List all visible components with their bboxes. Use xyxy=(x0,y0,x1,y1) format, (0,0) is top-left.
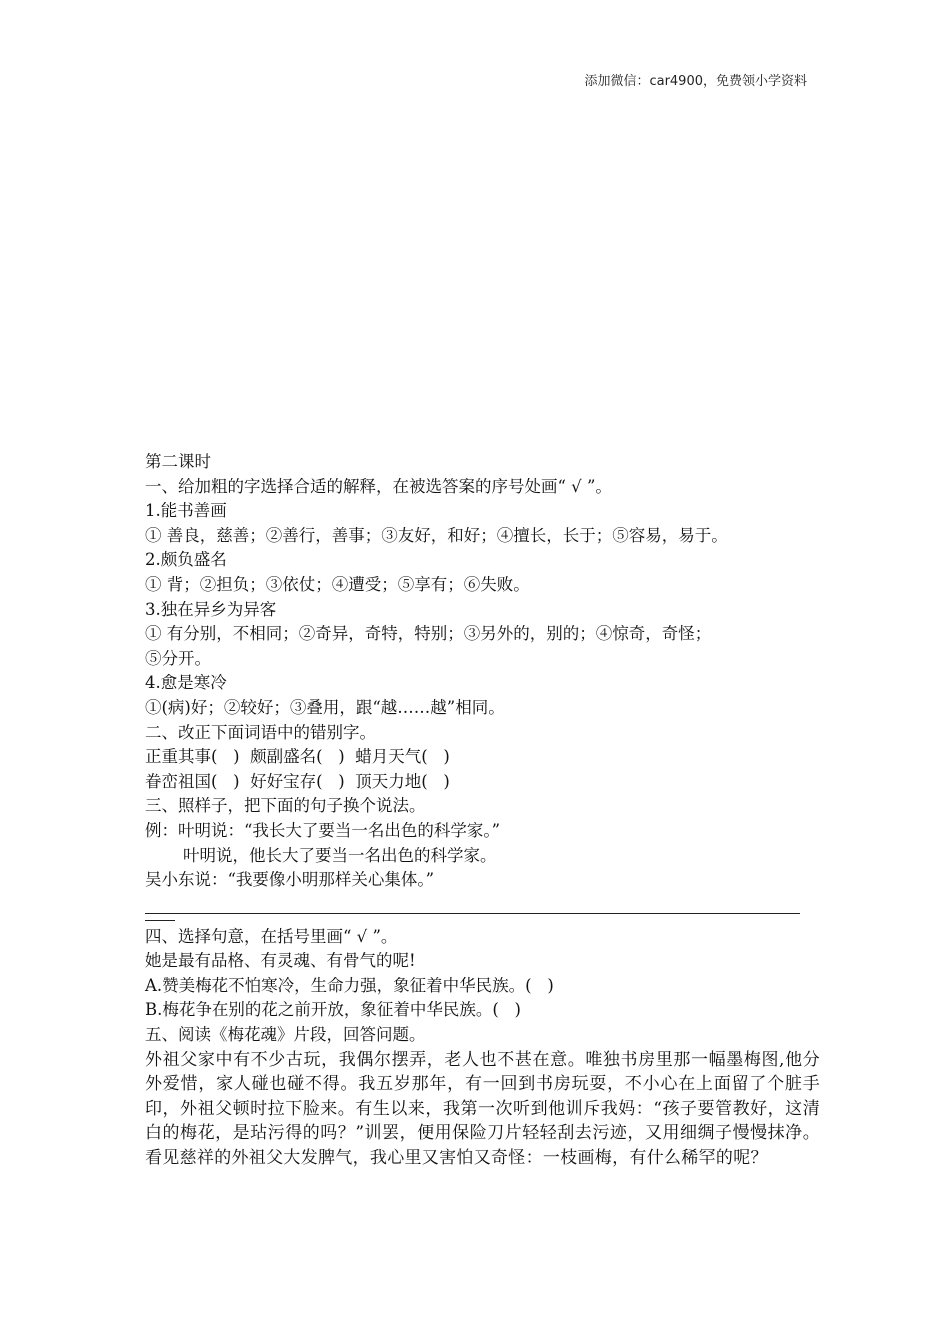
section2-title: 二、改正下面词语中的错别字。 xyxy=(145,722,376,742)
section4-option-a: A.赞美梅花不怕寒冷，生命力强，象征着中华民族。( ) xyxy=(145,975,554,995)
section1-term-3: 3.独在异乡为异客 xyxy=(145,599,277,619)
section1-options-3: ① 有分别，不相同；②奇异，奇特，特别；③另外的，别的；④惊奇，奇怪； xyxy=(145,624,712,644)
lesson-title: 第二课时 xyxy=(145,452,211,471)
worksheet-body xyxy=(145,450,820,1171)
section1-options-2: ① 背；②担负；③依仗；④遭受；⑤享有；⑥失败。 xyxy=(145,574,530,594)
section1-options-3-cont: ⑤分开。 xyxy=(145,648,211,668)
section3-example-answer: 叶明说，他长大了要当一名出色的科学家。 xyxy=(183,845,497,865)
page-header-note: 添加微信：car4900，免费领小学资料 xyxy=(584,74,807,89)
section4-title: 四、选择句意，在括号里画“ √ ”。 xyxy=(145,926,398,946)
section1-options-1: ① 善良，慈善；②善行，善事；③友好，和好；④擅长，长于；⑤容易，易于。 xyxy=(145,525,728,545)
section1-title: 一、给加粗的字选择合适的解释，在被选答案的序号处画“ √ ”。 xyxy=(145,476,612,496)
section1-term-4: 4.愈是寒冷 xyxy=(145,673,227,693)
section3-title: 三、照样子，把下面的句子换个说法。 xyxy=(145,796,426,816)
section4-sentence: 她是最有品格、有灵魂、有骨气的呢! xyxy=(145,951,416,971)
section5-passage: 外祖父家中有不少古玩，我偶尔摆弄，老人也不甚在意。唯独书房里那一幅墨梅图,他分外爱惜，家人碰也碰不得。我五岁那年，有一回到书房玩耍，不小心在上面留了个脏手印，外祖父顿时拉下脸来。有生以来，我第一次听到他训斥我妈：“孩子要管教好，这清白的梅花，是玷污得的吗？”训罢，便用保险刀片轻轻刮去污迹，又用细绸子慢慢抹净。看见慈祥的外祖父大发脾气，我心里又害怕又奇怪：一枝画梅，有什么稀罕的呢？ xyxy=(145,1049,820,1169)
answer-line[interactable] xyxy=(145,893,800,914)
section3-question: 吴小东说：“我要像小明那样关心集体。” xyxy=(145,870,435,890)
section1-term-1: 1.能书善画 xyxy=(145,501,227,521)
section1-term-2: 2.颇负盛名 xyxy=(145,550,227,570)
section5-title: 五、阅读《梅花魂》片段，回答问题。 xyxy=(145,1025,426,1045)
section4-option-b: B.梅花争在别的花之前开放，象征着中华民族。( ) xyxy=(145,1000,521,1020)
answer-line-continuation[interactable] xyxy=(145,914,175,921)
section3-example: 例：叶明说：“我长大了要当一名出色的科学家。” xyxy=(145,820,501,840)
section2-row-2: 眷峦祖国( ) 好好宝存( ) 顶天力地( ) xyxy=(145,771,450,791)
section1-options-4: ①(病)好；②较好；③叠用，跟“越……越”相同。 xyxy=(145,697,505,717)
section2-row-1: 正重其事( ) 颇副盛名( ) 蜡月天气( ) xyxy=(145,747,450,767)
